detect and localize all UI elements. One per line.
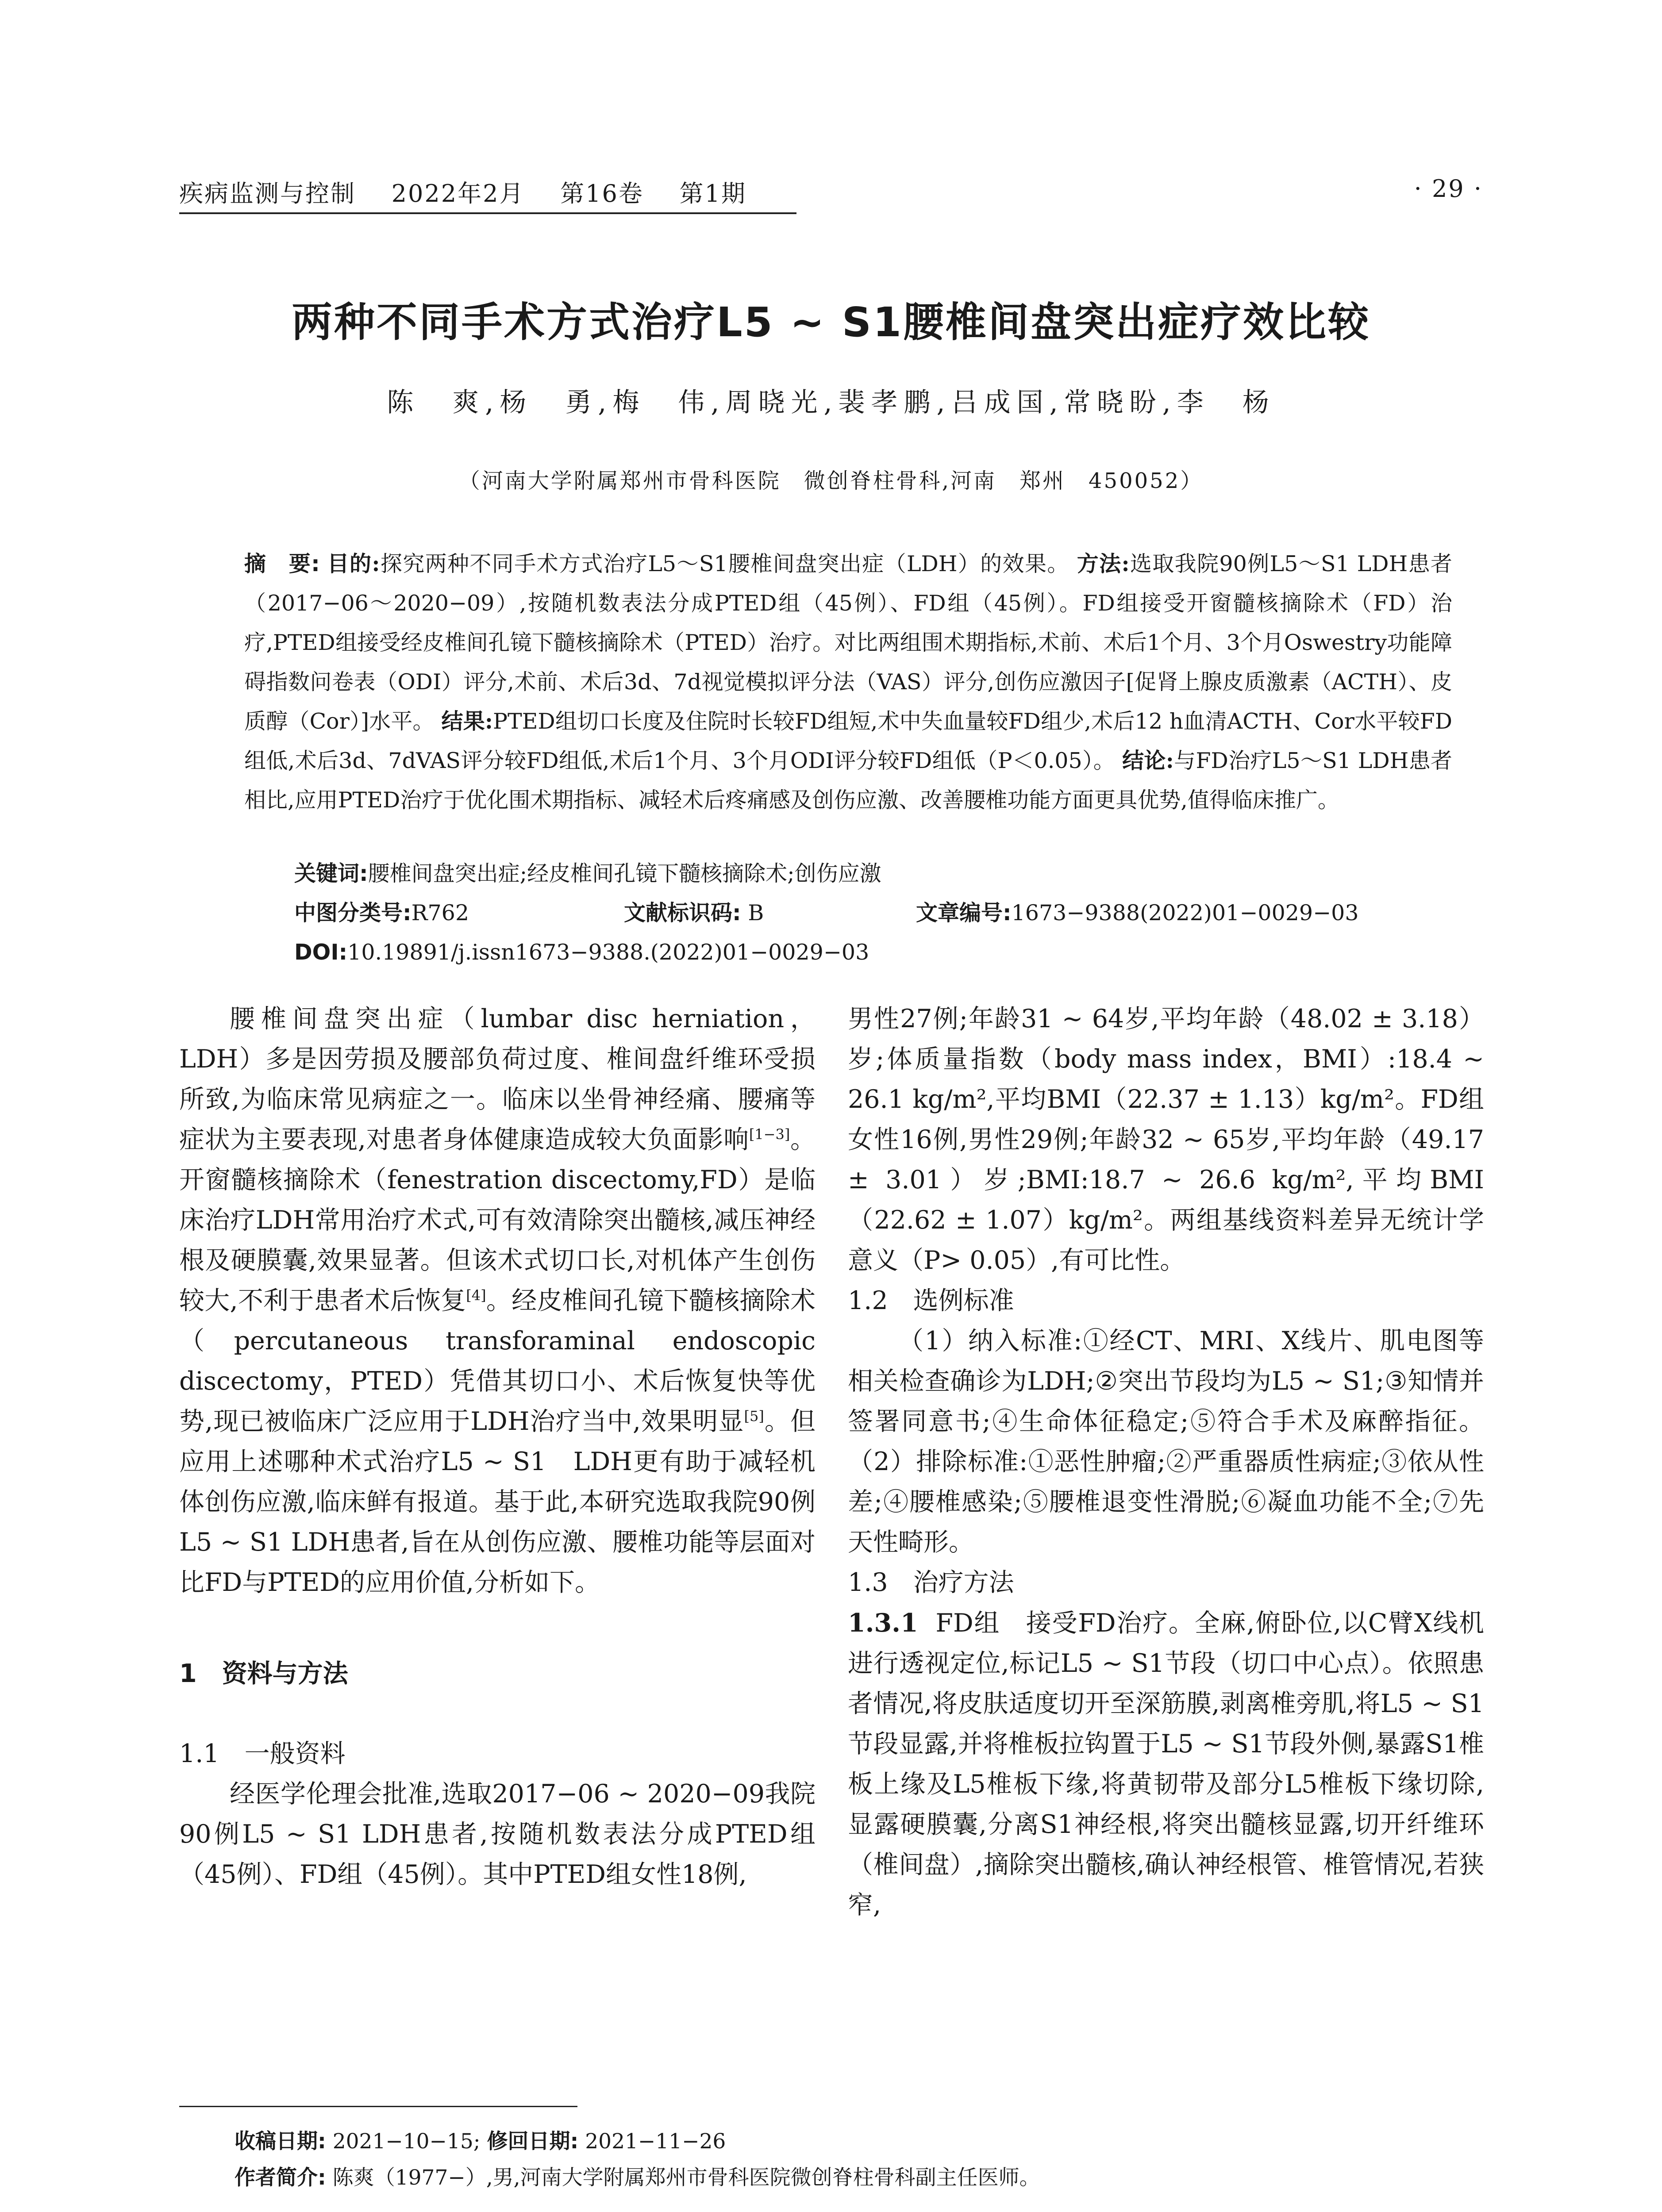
result-label: 结果: bbox=[441, 708, 493, 734]
journal-name: 疾病监测与控制 bbox=[179, 180, 356, 207]
intro-text-1: 腰椎间盘突出症（lumbar disc herniation，LDH）多是因劳损及腰部负荷过度、椎间盘纤维环受损所致,为临床常见病症之一。临床以坐骨神经痛、腰痛等症状为主要表现,对患者身体健康造成较大负面影响 bbox=[179, 1004, 816, 1154]
fd-method-text: FD组 接受FD治疗。全麻,俯卧位,以C臂X线机进行透视定位,标记L5 ~ S1节段（切口中心点）。依照患者情况,将皮肤适度切开至深筋膜,剥离椎旁肌,将L5 ~ S1节段显露,并将椎板拉钩置于L5 ~ S1节段外侧,暴露S1椎板上缘及L5椎板下缘,将黄韧带及部分L5椎板下缘切除,显露硬膜囊,分离S1神经根,将突出髓核显露,切开纤维环（椎间盘）,摘除突出髓核,确认神经根管、椎管情况,若狭窄, bbox=[848, 1609, 1484, 1920]
intro-text-4: 。但应用上述哪种术式治疗L5 ~ S1 LDH更有助于减轻机体创伤应激,临床鲜有报道。基于此,本研究选取我院90例L5 ~ S1 LDH患者,旨在从创伤应激、腰椎功能等层面对比FD与PTED的应用价值,分析如下。 bbox=[179, 1407, 816, 1597]
citation-1: [1−3] bbox=[749, 1126, 790, 1143]
intro-text-3: 。经皮椎间孔镜下髓核摘除术（percutaneous transforaminal endoscopic discectomy，PTED）凭借其切口小、术后恢复快等优势,现已被临床广泛应用于LDH治疗当中,效果明显 bbox=[179, 1286, 816, 1436]
conclusion-label: 结论: bbox=[1122, 748, 1174, 773]
affiliation: （河南大学附属郑州市骨科医院 微创脊柱骨科,河南 郑州 450052） bbox=[458, 469, 1204, 493]
left-column bbox=[179, 999, 816, 1895]
doi: 10.19891/j.issn1673−9388.(2022)01−0029−03 bbox=[347, 940, 869, 965]
page-number: · 29 · bbox=[1414, 175, 1483, 203]
subsection-heading-1-1: 1.1 一般资料 bbox=[179, 1739, 346, 1768]
revised-label: 修回日期: bbox=[487, 2129, 579, 2154]
abstract-label: 摘 要: bbox=[244, 551, 320, 576]
conclusion-text: 与FD治疗L5～S1 LDH患者相比,应用PTED治疗于优化围术期指标、减轻术后疼痛感及创伤应激、改善腰椎功能方面更具优势,值得临床推广。 bbox=[244, 748, 1453, 813]
running-header bbox=[179, 175, 746, 209]
keywords-line bbox=[294, 854, 881, 893]
author-list: 陈 爽,杨 勇,梅 伟,周晓光,裴孝鹏,吕成国,常晓盼,李 杨 bbox=[387, 387, 1275, 418]
doc-code-label: 文献标识码: bbox=[624, 900, 741, 926]
purpose-text: 探究两种不同手术方式治疗L5～S1腰椎间盘突出症（LDH）的效果。 bbox=[380, 551, 1070, 576]
result-text: PTED组切口长度及住院时长较FD组短,术中失血量较FD组少,术后12 h血清ACTH、Cor水平较FD组低,术后3d、7dVAS评分较FD组低,术后1个月、3个月ODI评分较FD组低（P＜0.05）。 bbox=[244, 709, 1452, 773]
clc-label: 中图分类号: bbox=[294, 900, 412, 926]
criteria-paragraph: （1）纳入标准:①经CT、MRI、X线片、肌电图等相关检查确诊为LDH;②突出节段均为L5 ~ S1;③知情并签署同意书;④生命体征稳定;⑤符合手术及麻醉指征。（2）排除标准:①恶性肿瘤;②严重器质性病症;③依从性差;④腰椎感染;⑤腰椎退变性滑脱;⑥凝血功能不全;⑦先天性畸形。 bbox=[848, 1326, 1484, 1557]
doc-code: B bbox=[748, 900, 764, 926]
citation-3: [5] bbox=[744, 1408, 764, 1425]
clc-code: R762 bbox=[411, 900, 469, 926]
general-paragraph-cont: 男性27例;年龄31 ~ 64岁,平均年龄（48.02 ± 3.18）岁;体质量指数（body mass index，BMI）:18.4 ~ 26.1 kg/m²,平均BMI（22.37 ± 1.13）kg/m²。FD组女性16例,男性29例;年龄32 ~ 65岁,平均年龄（49.17 ± 3.01）岁;BMI:18.7 ~ 26.6 kg/m²,平均BMI（22.62 ± 1.07）kg/m²。两组基线资料差异无统计学意义（P> 0.05）,有可比性。 bbox=[848, 1004, 1484, 1275]
abstract bbox=[244, 544, 1452, 820]
method-text: 选取我院90例L5～S1 LDH患者（2017−06～2020−09）,按随机数表法分成PTED组（45例）、FD组（45例）。FD组接受开窗髓核摘除术（FD）治疗,PTED组接受经皮椎间孔镜下髓核摘除术（PTED）治疗。对比两组围术期指标,术前、术后1个月、3个月Oswestry功能障碍指数问卷表（ODI）评分,术前、术后3d、7d视觉模拟评分法（VAS）评分,创伤应激因子[促肾上腺皮质激素（ACTH）、皮质醇（Cor）]水平。 bbox=[244, 551, 1452, 734]
intro-paragraph bbox=[179, 999, 816, 1603]
issue-date: 2022年2月 bbox=[391, 180, 525, 207]
keywords: 腰椎间盘突出症;经皮椎间孔镜下髓核摘除术;创伤应激 bbox=[368, 861, 881, 886]
right-column bbox=[848, 999, 1484, 1925]
doi-line bbox=[294, 933, 869, 972]
article-title: 两种不同手术方式治疗L5 ~ S1腰椎间盘突出症疗效比较 bbox=[291, 299, 1371, 346]
received-label: 收稿日期: bbox=[235, 2129, 326, 2154]
revised-date: 2021−11−26 bbox=[585, 2129, 726, 2154]
doc-code-line bbox=[624, 893, 764, 933]
article-no-line bbox=[916, 893, 1359, 933]
footnote-dates bbox=[235, 2124, 726, 2160]
subsection-heading-1-2: 1.2 选例标准 bbox=[848, 1286, 1014, 1315]
doi-label: DOI: bbox=[294, 940, 348, 965]
intro-text-2: 。开窗髓核摘除术（fenestration discectomy,FD）是临床治疗LDH常用治疗术式,可有效清除突出髓核,减压神经根及硬膜囊,效果显著。但该术式切口长,对机体产生创伤较大,不利于患者术后恢复 bbox=[179, 1125, 816, 1315]
section-heading-1: 1 资料与方法 bbox=[179, 1659, 348, 1688]
general-paragraph: 经医学伦理会批准,选取2017−06 ~ 2020−09我院90例L5 ~ S1 LDH患者,按随机数表法分成PTED组（45例）、FD组（45例）。其中PTED组女性18例, bbox=[179, 1779, 816, 1889]
subsection-number-1-3-1: 1.3.1 bbox=[848, 1608, 918, 1638]
fd-method-paragraph bbox=[848, 1603, 1484, 1925]
footnote-rule bbox=[179, 2106, 577, 2107]
volume: 第16卷 bbox=[560, 180, 644, 207]
clc-line bbox=[294, 893, 469, 933]
header-rule bbox=[179, 212, 796, 214]
purpose-label: 目的: bbox=[327, 551, 380, 576]
subsection-heading-1-3: 1.3 治疗方法 bbox=[848, 1568, 1014, 1597]
method-label: 方法: bbox=[1077, 551, 1130, 576]
issue: 第1期 bbox=[679, 180, 746, 207]
article-no: 1673−9388(2022)01−0029−03 bbox=[1011, 900, 1359, 926]
footnote-author bbox=[235, 2160, 1040, 2196]
citation-2: [4] bbox=[466, 1287, 486, 1304]
author-bio-label: 作者简介: bbox=[235, 2166, 326, 2190]
article-no-label: 文章编号: bbox=[916, 900, 1012, 926]
author-bio: 陈爽（1977−）,男,河南大学附属郑州市骨科医院微创脊柱骨科副主任医师。 bbox=[332, 2166, 1040, 2190]
received-date: 2021−10−15; bbox=[332, 2129, 481, 2154]
keywords-label: 关键词: bbox=[294, 861, 368, 886]
